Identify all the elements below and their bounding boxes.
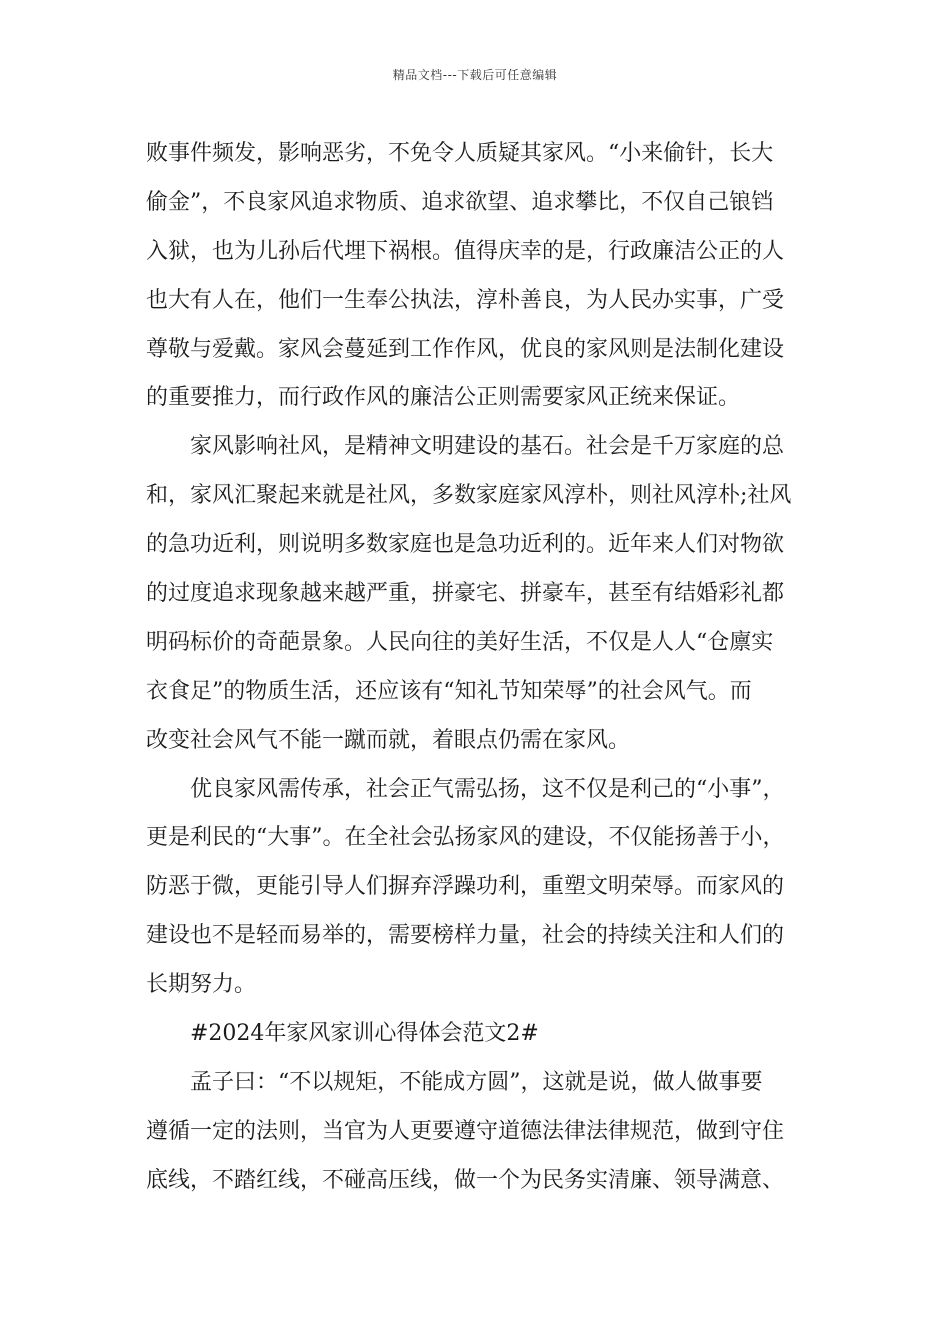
text-line: 败事件频发，影响恶劣，不免令人质疑其家风。“小来偷针，长大 — [146, 141, 774, 166]
text-line: 改变社会风气不能一蹴而就，着眼点仍需在家风。 — [146, 727, 631, 753]
document-body — [146, 130, 808, 1206]
text-line: 家风影响社风，是精神文明建设的基石。社会是千万家庭的总 — [190, 434, 785, 460]
text-line: 遵循一定的法则，当官为人更要遵守道德法律法律规范，做到守住 — [146, 1118, 785, 1144]
page-header: 精品文档---下载后可任意编辑 — [392, 68, 558, 82]
text-line: 建设也不是轻而易举的，需要榜样力量，社会的持续关注和人们的 — [146, 923, 785, 949]
text-line: 孟子曰：“不以规矩，不能成方圆”，这就是说，做人做事要 — [190, 1069, 763, 1095]
text-line: #2024年家风家训心得体会范文2# — [190, 1021, 539, 1047]
text-line: 衣食足”的物质生活，还应该有“知礼节知荣辱”的社会风气。而 — [146, 678, 752, 704]
text-line: 底线，不踏红线，不碰高压线，做一个为民务实清廉、领导满意、 — [146, 1167, 785, 1193]
text-line: 优良家风需传承，社会正气需弘扬，这不仅是利己的“小事”， — [190, 776, 785, 802]
text-line: 的过度追求现象越来越严重，拼豪宅、拼豪车，甚至有结婚彩礼都 — [146, 581, 785, 607]
text-line: 的重要推力，而行政作风的廉洁公正则需要家风正统来保证。 — [146, 385, 741, 411]
text-line: 偷金”，不良家风追求物质、追求欲望、追求攀比，不仅自己锒铛 — [146, 189, 774, 215]
text-line: 明码标价的奇葩景象。人民向往的美好生活，不仅是人人“仓廪实 — [146, 629, 774, 655]
text-line: 防恶于微，更能引导人们摒弃浮躁功利，重塑文明荣辱。而家风的 — [146, 874, 785, 900]
text-line: 也大有人在，他们一生奉公执法，淳朴善良，为人民办实事，广受 — [146, 287, 785, 313]
text-line: 和，家风汇聚起来就是社风，多数家庭家风淳朴，则社风淳朴;社风 — [146, 483, 792, 509]
text-line: 的急功近利，则说明多数家庭也是急功近利的。近年来人们对物欲 — [146, 532, 785, 558]
text-line: 更是利民的“大事”。在全社会弘扬家风的建设，不仅能扬善于小， — [146, 825, 785, 851]
text-line: 尊敬与爱戴。家风会蔓延到工作作风，优良的家风则是法制化建设 — [146, 336, 785, 362]
text-line: 入狱，也为儿孙后代埋下祸根。值得庆幸的是，行政廉洁公正的人 — [146, 238, 785, 264]
text-line: 长期努力。 — [146, 972, 257, 998]
